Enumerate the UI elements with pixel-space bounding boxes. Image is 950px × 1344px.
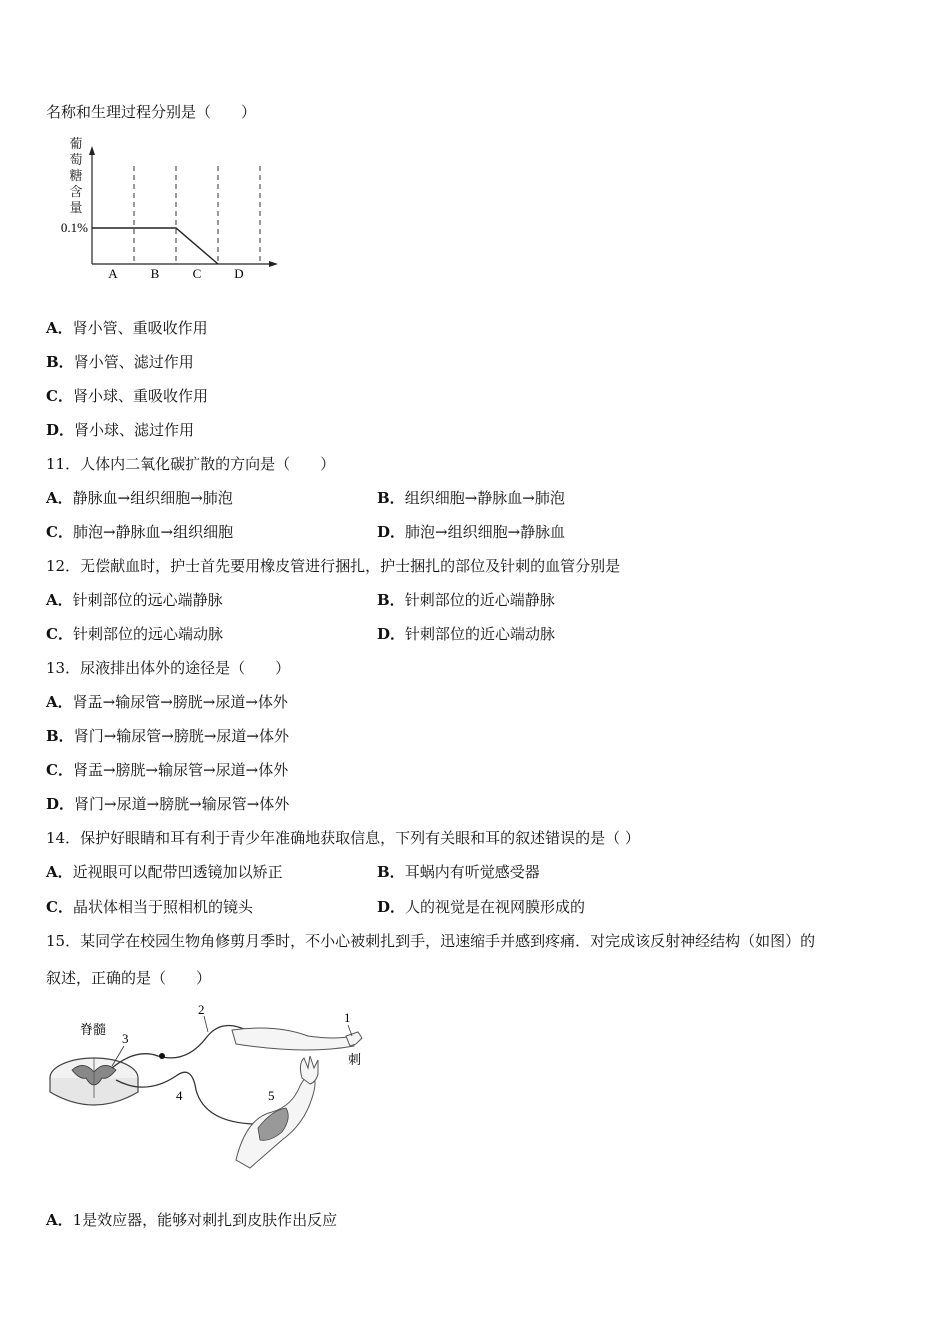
option-text: 针刺部位的近心端动脉 (405, 625, 556, 643)
option-text: 耳蜗内有听觉感受器 (404, 863, 540, 881)
option-letter: B． (377, 863, 405, 881)
y-label-char: 葡 (69, 136, 83, 151)
option-letter: B． (377, 489, 405, 507)
option-text: 针刺部位的近心端静脉 (404, 591, 555, 609)
option-letter: B． (46, 727, 74, 745)
q10-stem-tail: 名称和生理过程分别是（ ） (46, 103, 257, 121)
option-letter: C． (46, 761, 73, 779)
y-label-char: 萄 (69, 152, 83, 167)
spinal-cord-label: 脊髓 (80, 1022, 107, 1037)
q14-option-a[interactable] (46, 862, 283, 882)
option-text: 肾盂→膀胱→输尿管→尿道→体外 (72, 761, 289, 779)
option-letter: C． (46, 625, 73, 643)
glucose-chart (46, 134, 286, 284)
q14-option-d[interactable] (377, 897, 585, 917)
q12-option-d[interactable] (377, 624, 555, 644)
q11-option-b[interactable] (377, 488, 565, 508)
spinal-cord-illustration (50, 1058, 138, 1105)
q12-stem: 12．无偿献血时，护士首先要用橡皮管进行捆扎，护士捆扎的部位及针刺的血管分别是 (46, 557, 621, 575)
option-text: 肾小球、滤过作用 (74, 421, 195, 439)
option-letter: C． (46, 523, 73, 541)
option-text: 组织细胞→静脉血→肺泡 (404, 489, 565, 507)
x-tick-label: C (192, 266, 202, 281)
option-text: 人的视觉是在视网膜形成的 (405, 898, 586, 916)
q12-option-a[interactable] (46, 590, 223, 610)
x-tick-label: B (150, 266, 160, 281)
q14-stem: 14．保护好眼睛和耳有利于青少年准确地获取信息，下列有关眼和耳的叙述错误的是（ ） (46, 829, 640, 847)
option-text: 静脉血→组织细胞→肺泡 (72, 489, 233, 507)
option-text: 肺泡→组织细胞→静脉血 (405, 523, 566, 541)
q12-option-c[interactable] (46, 624, 223, 644)
q13-option-a[interactable] (46, 692, 288, 712)
q14-option-b[interactable] (377, 862, 540, 882)
arm-illustration (232, 1028, 354, 1050)
q10-option-d[interactable] (46, 420, 194, 440)
q12-option-b[interactable] (377, 590, 555, 610)
option-text: 肾小管、滤过作用 (73, 353, 194, 371)
option-text: 1是效应器，能够对刺扎到皮肤作出反应 (72, 1211, 338, 1229)
x-tick-label: A (108, 266, 118, 281)
reflex-arc-figure (46, 1000, 376, 1180)
option-letter: A． (46, 489, 73, 507)
x-axis-arrow (269, 261, 278, 267)
option-letter: D． (377, 898, 406, 916)
y-label-char: 糖 (69, 168, 83, 183)
y-tick-label: 0.1% (60, 220, 88, 235)
option-letter: D． (377, 625, 406, 643)
q11-stem: 11．人体内二氧化碳扩散的方向是（ ） (46, 455, 336, 473)
label-2-pointer (204, 1016, 208, 1032)
option-letter: D． (377, 523, 406, 541)
thorn-label: 刺 (348, 1052, 362, 1067)
q13-stem: 13．尿液排出体外的途径是（ ） (46, 659, 291, 677)
q13-option-d[interactable] (46, 794, 289, 814)
x-tick-label: D (234, 266, 244, 281)
q15-option-a[interactable] (46, 1210, 337, 1230)
y-label-char: 含 (69, 184, 83, 199)
option-letter: C． (46, 387, 73, 405)
q15-stem-line2: 叙述，正确的是（ ） (46, 969, 212, 987)
y-label-char: 量 (69, 200, 83, 215)
option-letter: A． (46, 693, 73, 711)
label-1: 1 (344, 1010, 351, 1025)
q15-stem-line1: 15．某同学在校园生物角修剪月季时，不小心被刺扎到手，迅速缩手并感到疼痛．对完成该反射神经结构（如图）的 (46, 932, 816, 950)
option-letter: A． (46, 319, 73, 337)
label-2: 2 (198, 1002, 205, 1017)
option-letter: D． (46, 795, 75, 813)
q14-option-c[interactable] (46, 897, 253, 917)
raised-hand-illustration (300, 1056, 318, 1084)
q11-option-a[interactable] (46, 488, 233, 508)
option-letter: A． (46, 863, 73, 881)
label-4: 4 (176, 1088, 183, 1103)
option-text: 肾盂→输尿管→膀胱→尿道→体外 (72, 693, 288, 711)
option-letter: B． (377, 591, 405, 609)
q11-option-d[interactable] (377, 522, 565, 542)
option-text: 肾门→尿道→膀胱→输尿管→体外 (74, 795, 290, 813)
option-letter: A． (46, 591, 73, 609)
option-text: 晶状体相当于照相机的镜头 (72, 898, 253, 916)
q10-option-b[interactable] (46, 352, 194, 372)
y-axis-arrow (89, 146, 95, 155)
q13-option-c[interactable] (46, 760, 288, 780)
option-text: 肺泡→静脉血→组织细胞 (72, 523, 234, 541)
q10-option-a[interactable] (46, 318, 208, 338)
q13-option-b[interactable] (46, 726, 289, 746)
q11-option-c[interactable] (46, 522, 233, 542)
option-text: 近视眼可以配带凹透镜加以矫正 (72, 863, 283, 881)
option-text: 肾小管、重吸收作用 (72, 319, 208, 337)
q10-option-c[interactable] (46, 386, 208, 406)
option-text: 肾小球、重吸收作用 (72, 387, 208, 405)
option-text: 针刺部位的远心端静脉 (72, 591, 223, 609)
label-3: 3 (122, 1031, 129, 1046)
ganglion-dot (159, 1053, 165, 1059)
option-letter: C． (46, 898, 73, 916)
y-axis-label (69, 136, 82, 215)
option-letter: B． (46, 353, 74, 371)
option-text: 肾门→输尿管→膀胱→尿道→体外 (73, 727, 289, 745)
option-letter: A． (46, 1211, 73, 1229)
glucose-series-line (92, 228, 218, 264)
option-text: 针刺部位的远心端动脉 (72, 625, 223, 643)
option-letter: D． (46, 421, 75, 439)
label-5: 5 (268, 1088, 275, 1103)
